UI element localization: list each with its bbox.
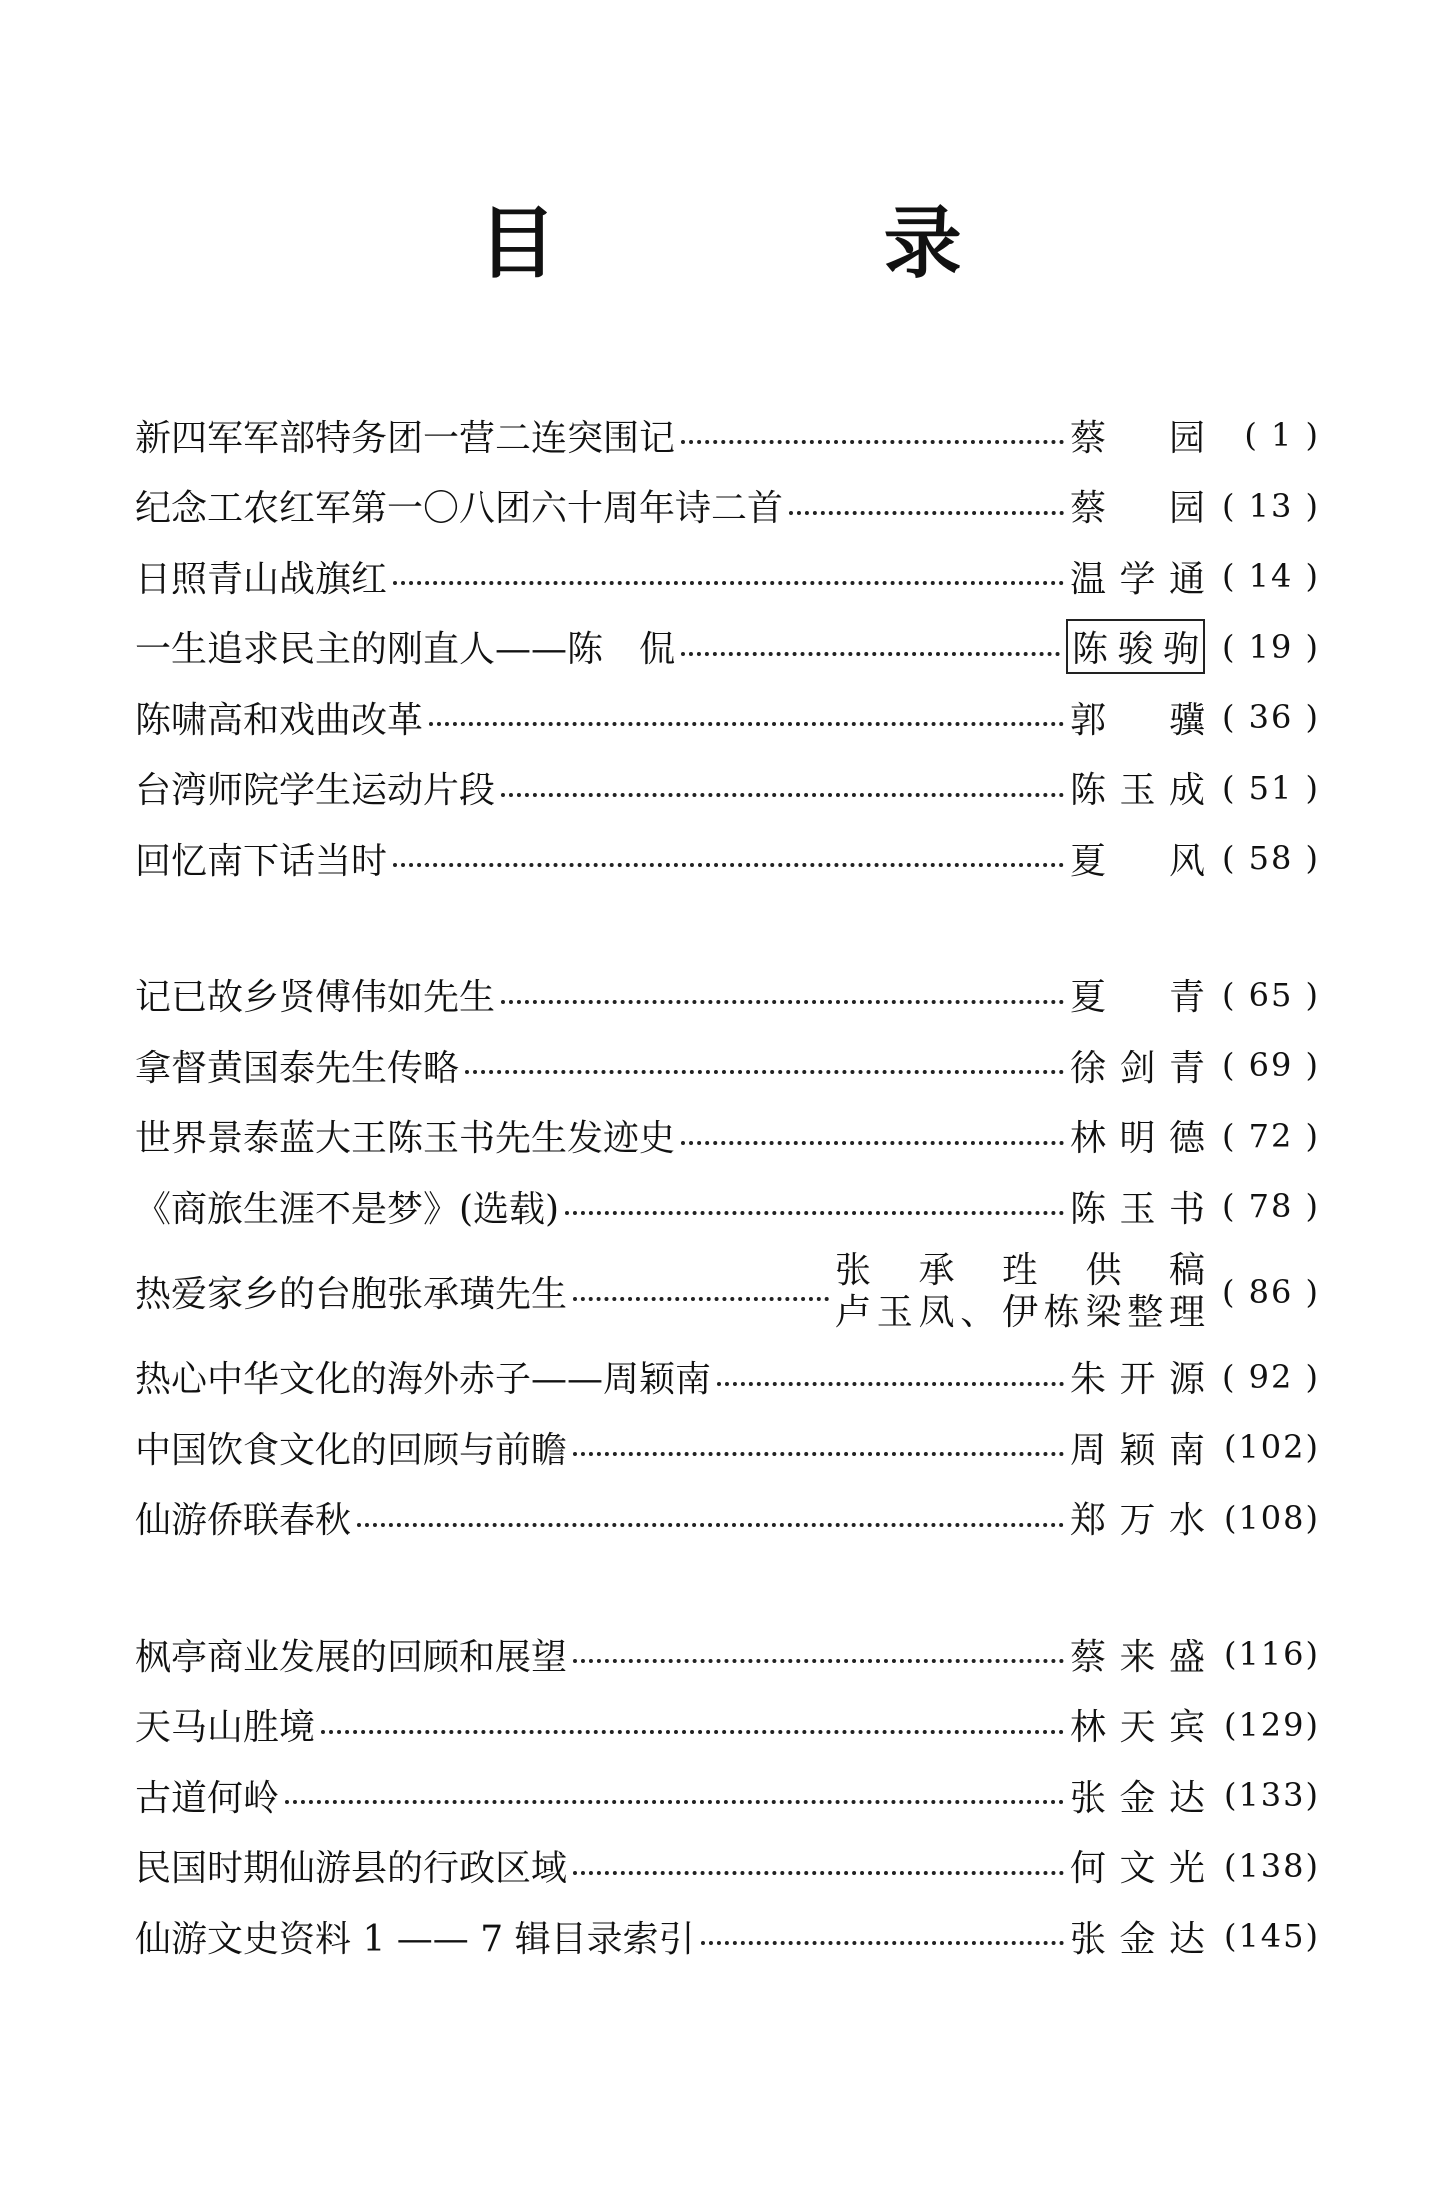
toc-entry[interactable] — [135, 1619, 1320, 1690]
entry-author: 陈玉书 — [1070, 1188, 1205, 1230]
toc-entry[interactable] — [135, 1342, 1320, 1413]
toc-entry[interactable] — [135, 400, 1320, 471]
entry-page: (108) — [1223, 1498, 1320, 1537]
entry-page: (145) — [1223, 1917, 1320, 1956]
toc-entry[interactable] — [135, 1242, 1320, 1342]
toc-entry[interactable] — [135, 1760, 1320, 1831]
entry-title: 天马山胜境 — [135, 1707, 316, 1749]
entry-page: ( 1 ) — [1244, 416, 1320, 455]
entry-title: 新四军军部特务团一营二连突围记 — [135, 417, 676, 459]
leader-dots — [393, 581, 1064, 585]
entry-page: ( 13 ) — [1221, 486, 1320, 525]
entry-title: 纪念工农红军第一〇八团六十周年诗二首 — [135, 488, 784, 530]
entry-title: 仙游侨联春秋 — [135, 1500, 352, 1542]
leader-dots — [429, 722, 1064, 726]
entry-page: ( 72 ) — [1221, 1116, 1320, 1155]
table-of-contents — [135, 400, 1320, 2038]
entry-author: 周颖南 — [1070, 1429, 1205, 1471]
entry-title: 拿督黄国泰先生传略 — [135, 1047, 460, 1089]
toc-entry[interactable] — [135, 1171, 1320, 1242]
entry-page: ( 78 ) — [1221, 1187, 1320, 1226]
toc-entry[interactable] — [135, 823, 1320, 894]
leader-dots — [501, 793, 1064, 797]
toc-entry[interactable] — [135, 612, 1320, 683]
entry-page: (116) — [1223, 1635, 1320, 1674]
entry-author: 夏 风 — [1070, 840, 1205, 882]
entry-author: 蔡来盛 — [1070, 1636, 1205, 1678]
entry-author: 郑万水 — [1070, 1500, 1205, 1542]
toc-entry[interactable] — [135, 1030, 1320, 1101]
entry-page: ( 19 ) — [1221, 627, 1320, 666]
toc-entry[interactable] — [135, 1483, 1320, 1554]
leader-dots — [501, 1000, 1064, 1004]
leader-dots — [357, 1523, 1064, 1527]
entry-author: 夏 青 — [1070, 977, 1205, 1019]
toc-entry[interactable] — [135, 1901, 1320, 1972]
toc-entry[interactable] — [135, 471, 1320, 542]
entry-author: 徐剑青 — [1070, 1047, 1205, 1089]
leader-dots — [573, 1871, 1064, 1875]
toc-entry[interactable] — [135, 960, 1320, 1031]
entry-page: ( 51 ) — [1221, 768, 1320, 807]
entry-title: 热爱家乡的台胞张承璜先生 — [135, 1274, 568, 1315]
leader-dots — [321, 1730, 1064, 1734]
entry-title: 陈啸高和戏曲改革 — [135, 699, 424, 741]
entry-author: 陈骏驹 — [1066, 619, 1205, 674]
toc-entry[interactable] — [135, 1101, 1320, 1172]
entry-title: 日照青山战旗红 — [135, 558, 388, 600]
toc-entry[interactable] — [135, 1412, 1320, 1483]
leader-dots — [681, 440, 1064, 444]
entry-author: 蔡 园 — [1070, 488, 1205, 530]
entry-author: 朱开源 — [1070, 1359, 1205, 1401]
toc-group-3 — [135, 1619, 1320, 1972]
toc-group-2 — [135, 960, 1320, 1554]
entry-title: 台湾师院学生运动片段 — [135, 770, 496, 812]
leader-dots — [681, 652, 1060, 656]
leader-dots — [573, 1452, 1064, 1456]
entry-author: 蔡 园 — [1070, 417, 1205, 459]
entry-page: ( 58 ) — [1221, 839, 1320, 878]
entry-author-line: 卢玉凤、伊栋梁整理 — [835, 1291, 1205, 1333]
entry-title: 古道何岭 — [135, 1777, 280, 1819]
entry-title: 回忆南下话当时 — [135, 840, 388, 882]
entry-page: ( 65 ) — [1221, 975, 1320, 1014]
entry-title: 一生追求民主的刚直人——陈 侃 — [135, 629, 676, 671]
toc-group-1 — [135, 400, 1320, 894]
entry-title: 民国时期仙游县的行政区域 — [135, 1848, 568, 1890]
entry-title: 仙游文史资料 1 —— 7 辑目录索引 — [135, 1918, 695, 1960]
entry-page: ( 36 ) — [1221, 698, 1320, 737]
leader-dots — [717, 1382, 1064, 1386]
toc-entry[interactable] — [135, 541, 1320, 612]
entry-author: 陈玉成 — [1070, 770, 1205, 812]
entry-title: 世界景泰蓝大王陈玉书先生发迹史 — [135, 1118, 676, 1160]
entry-author-multiline — [835, 1250, 1205, 1333]
toc-entry[interactable] — [135, 753, 1320, 824]
entry-title: 《商旅生涯不是梦》(选载) — [135, 1188, 560, 1230]
leader-dots — [465, 1070, 1064, 1074]
entry-author: 郭 骥 — [1070, 699, 1205, 741]
toc-entry[interactable] — [135, 1690, 1320, 1761]
leader-dots — [393, 863, 1064, 867]
entry-page: ( 92 ) — [1221, 1357, 1320, 1396]
entry-page: (133) — [1223, 1776, 1320, 1815]
entry-author-line: 张 承 珄 供 稿 — [835, 1250, 1205, 1292]
toc-entry[interactable] — [135, 682, 1320, 753]
entry-title: 记已故乡贤傅伟如先生 — [135, 977, 496, 1019]
entry-page: (129) — [1223, 1705, 1320, 1744]
leader-dots — [701, 1941, 1064, 1945]
entry-author: 林明德 — [1070, 1118, 1205, 1160]
entry-author: 温学通 — [1070, 558, 1205, 600]
entry-page: ( 86 ) — [1221, 1272, 1320, 1311]
leader-dots — [573, 1297, 829, 1301]
page-title: 目 录 — [478, 199, 1112, 289]
entry-author: 张金达 — [1070, 1777, 1205, 1819]
entry-author: 张金达 — [1070, 1918, 1205, 1960]
entry-page: ( 14 ) — [1221, 557, 1320, 596]
entry-page: ( 69 ) — [1221, 1046, 1320, 1085]
leader-dots — [285, 1800, 1064, 1804]
leader-dots — [565, 1211, 1064, 1215]
toc-entry[interactable] — [135, 1831, 1320, 1902]
entry-page: (138) — [1223, 1846, 1320, 1885]
leader-dots — [789, 511, 1064, 515]
entry-title: 中国饮食文化的回顾与前瞻 — [135, 1429, 568, 1471]
entry-page: (102) — [1223, 1428, 1320, 1467]
leader-dots — [681, 1141, 1064, 1145]
entry-author: 林天宾 — [1070, 1707, 1205, 1749]
entry-title: 热心中华文化的海外赤子——周颖南 — [135, 1359, 712, 1401]
entry-author: 何文光 — [1070, 1848, 1205, 1890]
entry-title: 枫亭商业发展的回顾和展望 — [135, 1636, 568, 1678]
leader-dots — [573, 1659, 1064, 1663]
